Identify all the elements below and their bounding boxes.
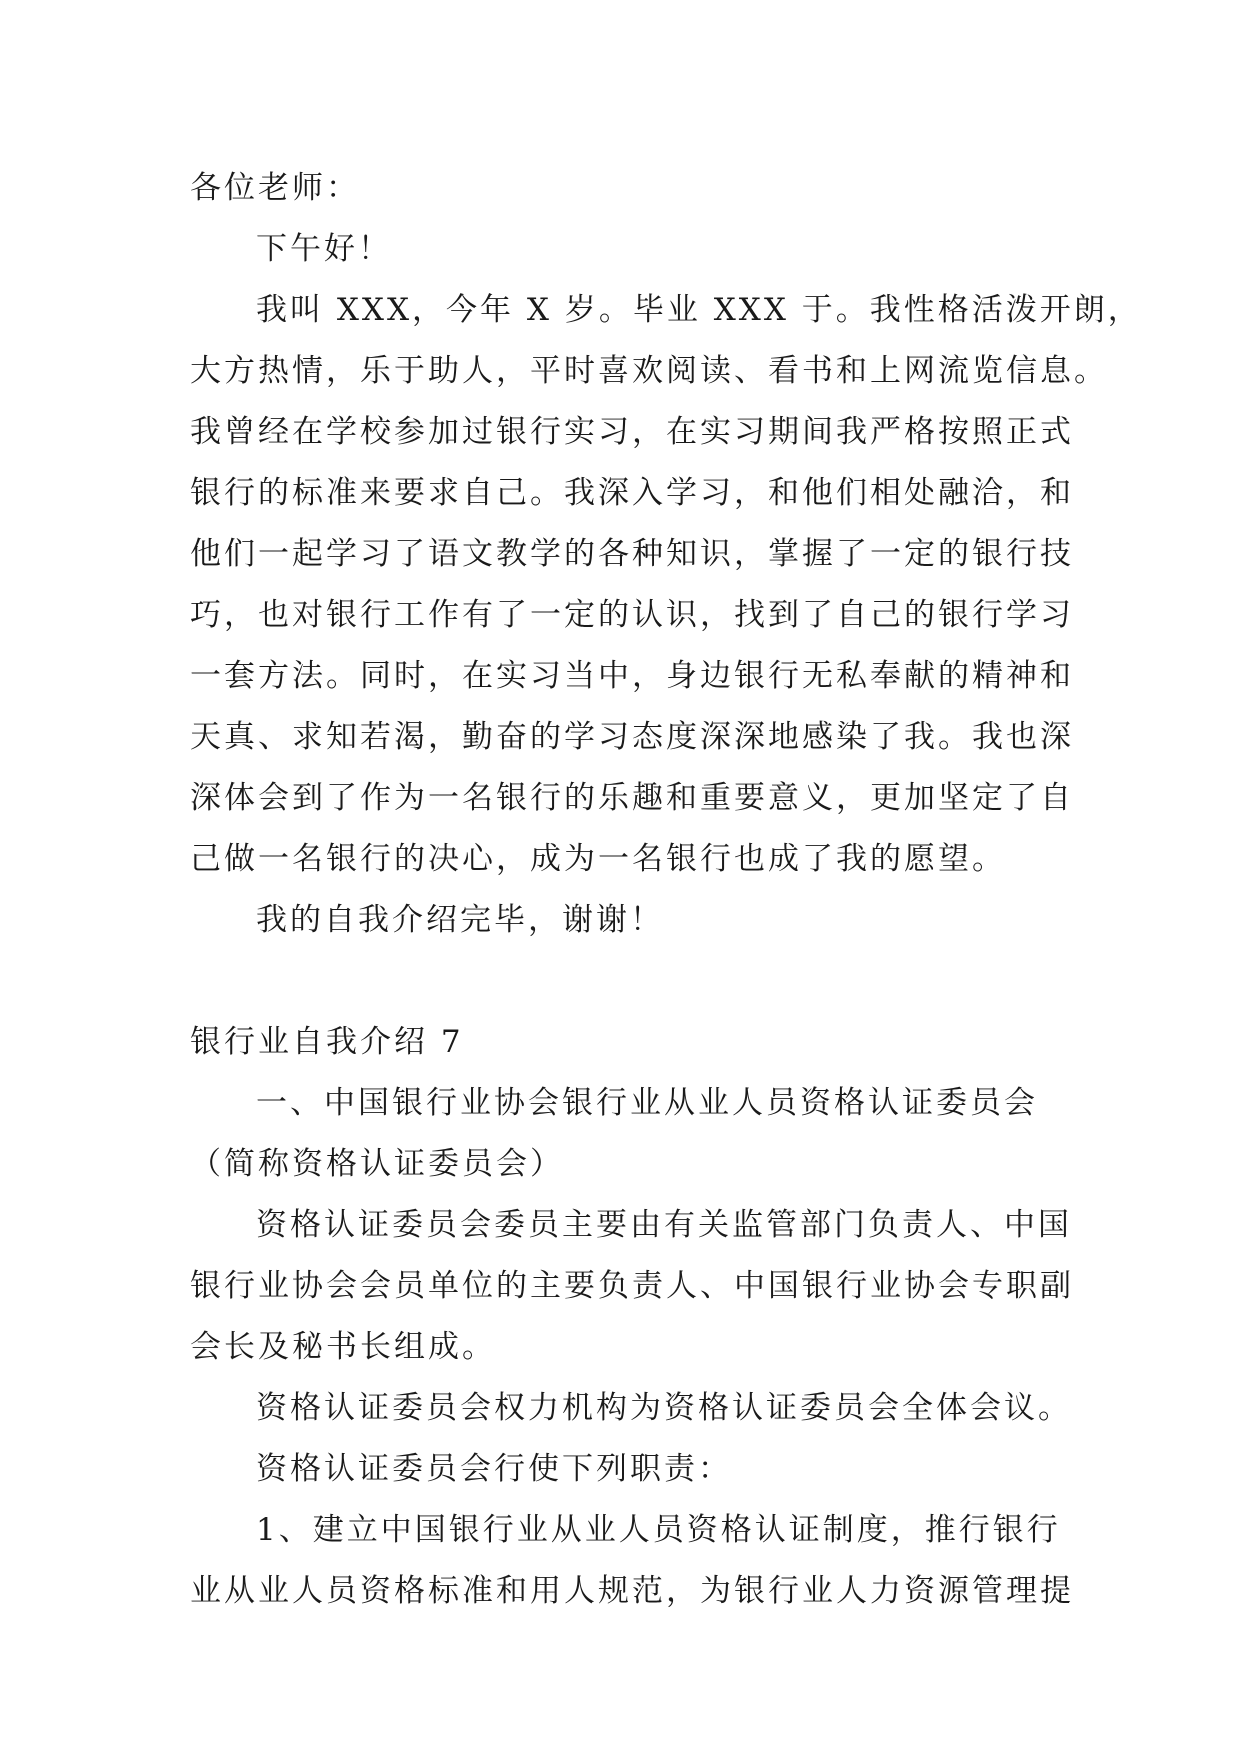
members-line: 银行业协会会员单位的主要负责人、中国银行业协会专职副 [190, 1268, 1074, 1304]
salutation: 各位老师： [190, 170, 360, 206]
duty-1-line: 业从业人员资格标准和用人规范，为银行业人力资源管理提 [190, 1573, 1074, 1609]
intro-line: 他们一起学习了语文教学的各种知识，掌握了一定的银行技 [190, 536, 1074, 572]
duty-1-line: 1、建立中国银行业从业人员资格认证制度，推行银行 [256, 1512, 1061, 1548]
members-line: 会长及秘书长组成。 [190, 1329, 496, 1365]
members-line: 资格认证委员会委员主要由有关监管部门负责人、中国 [256, 1207, 1072, 1243]
intro-line: 己做一名银行的决心，成为一名银行也成了我的愿望。 [190, 841, 1006, 877]
intro-line: 深体会到了作为一名银行的乐趣和重要意义，更加坚定了自 [190, 780, 1074, 816]
intro-line: 我曾经在学校参加过银行实习，在实习期间我严格按照正式 [190, 414, 1074, 450]
duties-intro: 资格认证委员会行使下列职责： [256, 1451, 732, 1487]
document-body [190, 158, 1142, 1622]
closing-line: 我的自我介绍完毕，谢谢！ [256, 902, 664, 938]
greeting: 下午好！ [256, 231, 392, 267]
intro-line: 我叫 XXX，今年 X 岁。毕业 XXX 于。我性格活泼开朗， [256, 292, 1142, 328]
section-title: 银行业自我介绍 7 [190, 1024, 464, 1060]
section-heading-line: 一、中国银行业协会银行业从业人员资格认证委员会 [256, 1085, 1038, 1121]
authority-line: 资格认证委员会权力机构为资格认证委员会全体会议。 [256, 1390, 1072, 1426]
section-gap [190, 951, 1050, 1012]
section-heading-line: （简称资格认证委员会） [190, 1146, 564, 1182]
intro-line: 天真、求知若渴，勤奋的学习态度深深地感染了我。我也深 [190, 719, 1074, 755]
intro-line: 巧，也对银行工作有了一定的认识，找到了自己的银行学习 [190, 597, 1074, 633]
intro-line: 大方热情，乐于助人，平时喜欢阅读、看书和上网流览信息。 [190, 353, 1108, 389]
intro-line: 银行的标准来要求自己。我深入学习，和他们相处融洽，和 [190, 475, 1074, 511]
intro-line: 一套方法。同时，在实习当中，身边银行无私奉献的精神和 [190, 658, 1074, 694]
